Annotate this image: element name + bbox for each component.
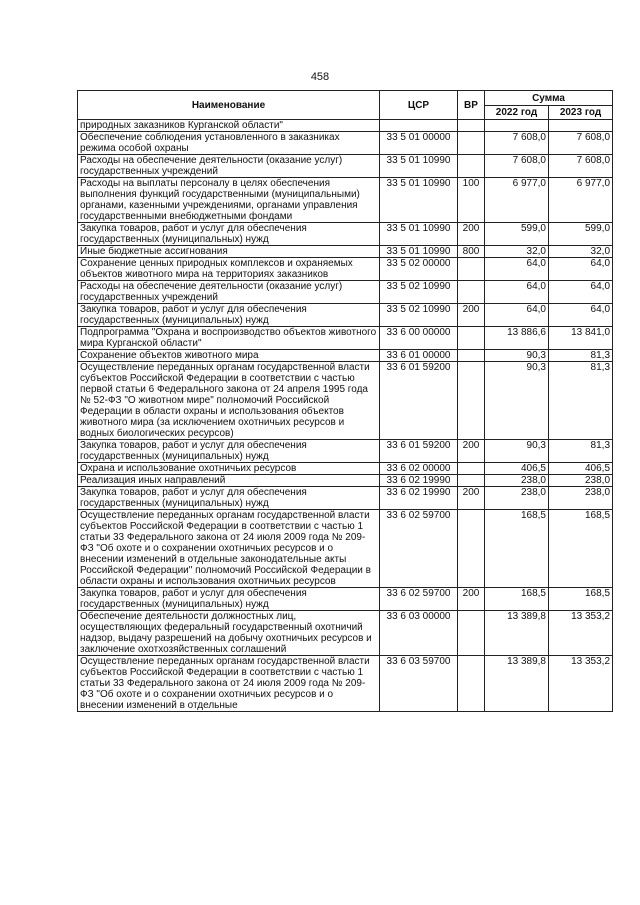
row-vr [458, 656, 485, 712]
row-csr: 33 5 02 00000 [380, 258, 458, 281]
table-row [78, 281, 613, 304]
row-sum-2022: 13 389,8 [485, 611, 549, 656]
row-vr: 200 [458, 304, 485, 327]
table-header [78, 91, 613, 120]
row-sum-2023: 81,3 [549, 440, 613, 463]
row-sum-2023: 168,5 [549, 510, 613, 588]
row-sum-2022: 32,0 [485, 246, 549, 258]
row-sum-2022: 90,3 [485, 440, 549, 463]
row-sum-2023: 64,0 [549, 258, 613, 281]
row-sum-2023: 81,3 [549, 362, 613, 440]
table-row [78, 588, 613, 611]
row-sum-2023: 81,3 [549, 350, 613, 362]
row-vr: 100 [458, 178, 485, 223]
table-row [78, 510, 613, 588]
row-name: природных заказников Курганской области" [78, 120, 380, 132]
table-row [78, 155, 613, 178]
row-sum-2022: 13 886,6 [485, 327, 549, 350]
row-name: Закупка товаров, работ и услуг для обеспечения государственных (муниципальных) нужд [78, 304, 380, 327]
row-name: Сохранение объектов животного мира [78, 350, 380, 362]
row-sum-2022: 7 608,0 [485, 132, 549, 155]
row-vr [458, 281, 485, 304]
row-sum-2022: 64,0 [485, 304, 549, 327]
row-name: Закупка товаров, работ и услуг для обеспечения государственных (муниципальных) нужд [78, 223, 380, 246]
row-vr [458, 132, 485, 155]
row-name: Осуществление переданных органам государственной власти субъектов Российской Федерации в соответствии с частью 1 статьи 33 Федерального закона от 24 июля 2009 года № 209-ФЗ "Об охоте и о сохранении охотничьих ресурсов и о внесении изменений в отдельные законодательные акты Российской Федерации" полномочий Российской Федерации в области охраны и использования охотничьих ресурсов [78, 510, 380, 588]
row-sum-2022: 168,5 [485, 588, 549, 611]
row-csr: 33 5 01 00000 [380, 132, 458, 155]
row-vr [458, 463, 485, 475]
row-sum-2023: 13 841,0 [549, 327, 613, 350]
row-name: Осуществление переданных органам государственной власти субъектов Российской Федерации в соответствии с частью первой статьи 6 Федерального закона от 24 апреля 1995 года № 52-ФЗ "О животном мире" полномочий Российской Федерации в области охраны и использования объектов животного мира (за исключением охотничьих ресурсов и водных биологических ресурсов) [78, 362, 380, 440]
row-sum-2023: 32,0 [549, 246, 613, 258]
table-row [78, 475, 613, 487]
row-sum-2023: 7 608,0 [549, 132, 613, 155]
row-vr [458, 327, 485, 350]
row-name: Закупка товаров, работ и услуг для обеспечения государственных (муниципальных) нужд [78, 440, 380, 463]
row-sum-2022: 13 389,8 [485, 656, 549, 712]
row-sum-2023: 238,0 [549, 475, 613, 487]
row-vr [458, 155, 485, 178]
table-row [78, 120, 613, 132]
table-row [78, 440, 613, 463]
row-sum-2023: 64,0 [549, 281, 613, 304]
table-row [78, 463, 613, 475]
row-sum-2022: 64,0 [485, 258, 549, 281]
row-name: Расходы на обеспечение деятельности (оказание услуг) государственных учреждений [78, 281, 380, 304]
row-sum-2023: 7 608,0 [549, 155, 613, 178]
row-csr: 33 6 02 19990 [380, 487, 458, 510]
row-sum-2023: 599,0 [549, 223, 613, 246]
row-csr: 33 6 01 59200 [380, 440, 458, 463]
row-sum-2022 [485, 120, 549, 132]
row-name: Закупка товаров, работ и услуг для обеспечения государственных (муниципальных) нужд [78, 487, 380, 510]
row-name: Реализация иных направлений [78, 475, 380, 487]
row-csr: 33 5 01 10990 [380, 178, 458, 223]
row-vr: 800 [458, 246, 485, 258]
row-name: Сохранение ценных природных комплексов и охраняемых объектов животного мира на территориях заказников [78, 258, 380, 281]
row-vr [458, 611, 485, 656]
row-csr: 33 5 01 10990 [380, 246, 458, 258]
row-csr: 33 6 02 59700 [380, 588, 458, 611]
row-name: Расходы на обеспечение деятельности (оказание услуг) государственных учреждений [78, 155, 380, 178]
row-sum-2022: 238,0 [485, 487, 549, 510]
row-sum-2023: 13 353,2 [549, 656, 613, 712]
row-vr: 200 [458, 440, 485, 463]
table-row [78, 350, 613, 362]
row-sum-2022: 7 608,0 [485, 155, 549, 178]
header-csr: ЦСР [380, 91, 458, 120]
row-sum-2022: 238,0 [485, 475, 549, 487]
table-body [78, 120, 613, 712]
budget-table [77, 90, 613, 712]
table-row [78, 178, 613, 223]
row-csr: 33 6 01 00000 [380, 350, 458, 362]
table-row [78, 223, 613, 246]
row-name: Охрана и использование охотничьих ресурсов [78, 463, 380, 475]
row-sum-2023 [549, 120, 613, 132]
row-csr: 33 6 03 00000 [380, 611, 458, 656]
row-name: Обеспечение соблюдения установленного в заказниках режима особой охраны [78, 132, 380, 155]
row-vr [458, 475, 485, 487]
table-row [78, 656, 613, 712]
row-name: Осуществление переданных органам государственной власти субъектов Российской Федерации в соответствии с частью 1 статьи 33 Федерального закона от 24 июля 2009 года № 209-ФЗ "Об охоте и о сохранении охотничьих ресурсов и о внесении изменений в отдельные [78, 656, 380, 712]
table-row [78, 304, 613, 327]
row-vr [458, 350, 485, 362]
row-csr [380, 120, 458, 132]
row-vr [458, 258, 485, 281]
table-row [78, 362, 613, 440]
row-name: Расходы на выплаты персоналу в целях обеспечения выполнения функций государственными (муниципальными) органами, казенными учреждениями, органами управления государственными внебюджетными фондами [78, 178, 380, 223]
row-csr: 33 6 02 00000 [380, 463, 458, 475]
row-sum-2022: 599,0 [485, 223, 549, 246]
row-sum-2022: 406,5 [485, 463, 549, 475]
header-name: Наименование [78, 91, 380, 120]
row-name: Иные бюджетные ассигнования [78, 246, 380, 258]
row-sum-2022: 6 977,0 [485, 178, 549, 223]
header-vr: ВР [458, 91, 485, 120]
row-sum-2022: 168,5 [485, 510, 549, 588]
row-csr: 33 6 01 59200 [380, 362, 458, 440]
table-row [78, 132, 613, 155]
row-csr: 33 5 02 10990 [380, 281, 458, 304]
page-number: 458 [310, 71, 330, 83]
row-csr: 33 6 02 19990 [380, 475, 458, 487]
row-csr: 33 6 00 00000 [380, 327, 458, 350]
row-sum-2022: 90,3 [485, 362, 549, 440]
row-sum-2023: 6 977,0 [549, 178, 613, 223]
row-csr: 33 6 03 59700 [380, 656, 458, 712]
row-sum-2023: 13 353,2 [549, 611, 613, 656]
row-vr [458, 510, 485, 588]
row-vr [458, 362, 485, 440]
table-row [78, 246, 613, 258]
row-csr: 33 5 02 10990 [380, 304, 458, 327]
table-row [78, 327, 613, 350]
row-vr: 200 [458, 487, 485, 510]
row-csr: 33 6 02 59700 [380, 510, 458, 588]
row-sum-2023: 406,5 [549, 463, 613, 475]
row-sum-2023: 238,0 [549, 487, 613, 510]
row-name: Подпрограмма "Охрана и воспроизводство объектов животного мира Курганской области" [78, 327, 380, 350]
row-sum-2023: 168,5 [549, 588, 613, 611]
row-vr: 200 [458, 223, 485, 246]
row-csr: 33 5 01 10990 [380, 155, 458, 178]
row-sum-2022: 90,3 [485, 350, 549, 362]
row-name: Обеспечение деятельности должностных лиц, осуществляющих федеральный государственный охотничий надзор, выдачу разрешений на добычу охотничьих ресурсов и заключение охотхозяйственных соглашений [78, 611, 380, 656]
table-row [78, 611, 613, 656]
header-year-2023: 2023 год [549, 106, 613, 120]
row-vr [458, 120, 485, 132]
row-vr: 200 [458, 588, 485, 611]
header-sum: Сумма [485, 91, 613, 106]
row-csr: 33 5 01 10990 [380, 223, 458, 246]
table-row [78, 258, 613, 281]
row-sum-2023: 64,0 [549, 304, 613, 327]
row-name: Закупка товаров, работ и услуг для обеспечения государственных (муниципальных) нужд [78, 588, 380, 611]
table-row [78, 487, 613, 510]
header-year-2022: 2022 год [485, 106, 549, 120]
row-sum-2022: 64,0 [485, 281, 549, 304]
